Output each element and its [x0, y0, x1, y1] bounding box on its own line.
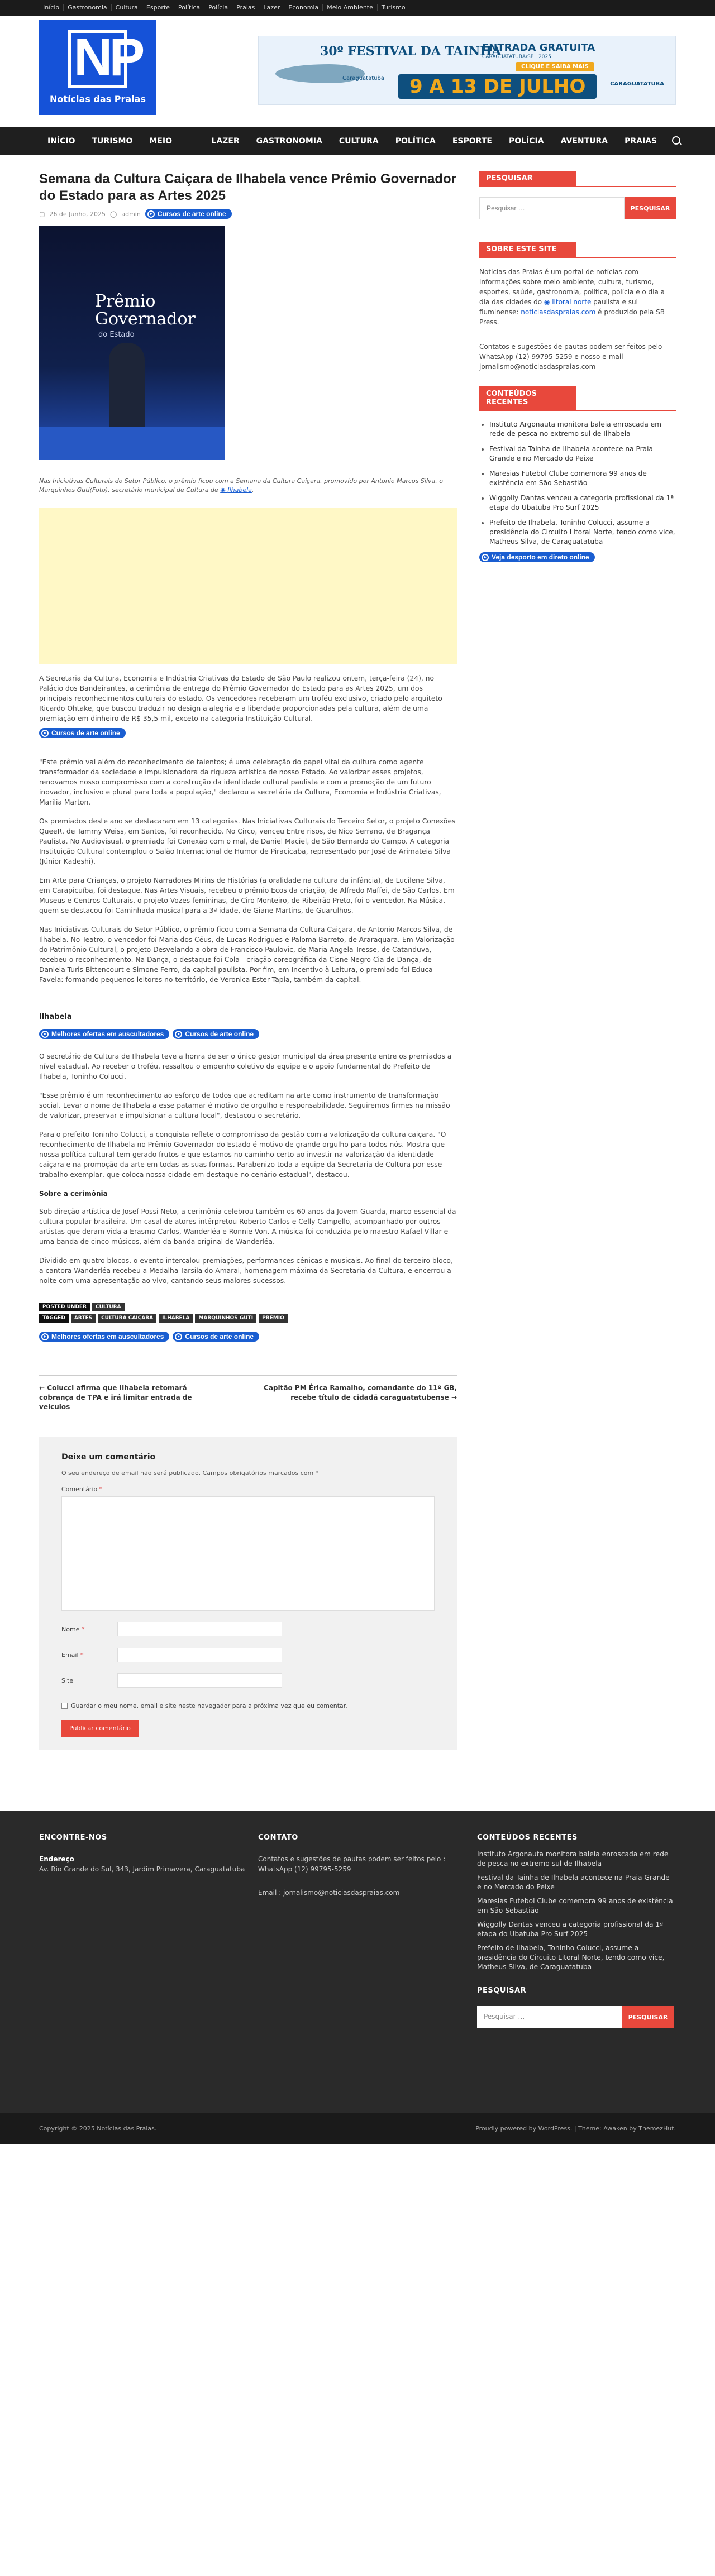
banner-sponsor: CARAGUATATUBA: [610, 81, 664, 87]
posted-under-label: POSTED UNDER: [39, 1303, 90, 1311]
comment-form-title: Deixe um comentário: [61, 1453, 156, 1462]
tag-link[interactable]: MARQUINHOS GUTI: [195, 1314, 256, 1323]
topbar-link[interactable]: Praias: [232, 4, 259, 11]
footer-search-button[interactable]: PESQUISAR: [622, 2006, 674, 2028]
submit-comment-button[interactable]: Publicar comentário: [61, 1720, 139, 1737]
footer-whatsapp: WhatsApp (12) 99795-5259: [258, 1865, 351, 1873]
topbar-link[interactable]: Economia: [284, 4, 323, 11]
comment-textarea[interactable]: [61, 1496, 435, 1611]
post-tags: [39, 1303, 457, 1323]
footer-search-input[interactable]: Pesquisar …: [477, 2006, 622, 2028]
footer-recent-heading: CONTEÚDOS RECENTES: [477, 1833, 578, 1842]
logo-name: Notícias das Praias: [50, 94, 146, 104]
ad-pill-headphones[interactable]: Melhores ofertas em auscultadores: [39, 1029, 169, 1039]
recent-post-link[interactable]: Festival da Tainha de Ilhabela acontece na Praia Grande e no Mercado do Peixe: [489, 444, 676, 463]
footer-recent-post-link[interactable]: Wiggolly Dantas venceu a categoria profissional da 1ª etapa do Ubatuba Pro Surf 2025: [477, 1921, 664, 1938]
logo-letters: NP: [74, 27, 142, 87]
footer-find-heading: ENCONTRE-NOS: [39, 1833, 107, 1842]
photo-stage: [39, 427, 225, 460]
paragraph: Os premiados deste ano se destacaram em 13 categorias. Nas Iniciativas Culturais do Terceiro Setor, o projeto Conexões QueeR, de Tammy Weiss, em Santos, foi reconhecido. No Circo, venceu Entre risos, de Nico Serrano, de Bragança Paulista. No Audiovisual, o premiado foi Conexão com o mal, de Daniel Maciel, de São Bernardo do Campo. A categoria Instituição Cultural contemplou o Salão Internacional de Humor de Piracicaba, representado por José de Arimateia Silva (Júnior Kadeshi).: [39, 817, 456, 865]
photo-subtext: do Estado: [98, 331, 135, 339]
sidebar: [479, 171, 676, 1750]
footer-recent-post-link[interactable]: Instituto Argonauta monitora baleia enroscada em rede de pesca no extremo sul de Ilhabela: [477, 1850, 669, 1868]
nav-item[interactable]: MEIO AMBIENTE: [149, 137, 195, 174]
topbar-link[interactable]: Meio Ambiente: [323, 4, 378, 11]
comment-label: Comentário *: [61, 1486, 103, 1493]
play-icon: [482, 554, 489, 561]
footer-email: Email : jornalismo@noticiasdaspraias.com: [258, 1889, 400, 1897]
next-post-link[interactable]: Capitão PM Érica Ramalho, comandante do 11º GB, recebe título de cidadã caraguatatubense →: [264, 1384, 457, 1401]
nav-item[interactable]: PRAIAS: [625, 137, 657, 146]
nav-item[interactable]: POLÍTICA: [395, 137, 436, 146]
article-photo: [39, 226, 225, 460]
banner-entry-sub: CARAGUATATUBA/SP | 2025: [482, 54, 551, 60]
section-heading: Ilhabela: [39, 1013, 72, 1021]
ad-slot[interactable]: [39, 508, 457, 664]
article-content: [39, 171, 457, 1750]
topbar-link[interactable]: Início: [39, 4, 64, 11]
tag-link[interactable]: ARTES: [71, 1314, 96, 1323]
sidebar-search-heading: PESQUISAR: [479, 171, 576, 186]
nav-item[interactable]: AVENTURA: [560, 137, 608, 146]
article-date[interactable]: 26 de Junho, 2025: [49, 210, 106, 218]
caption-link-ilhabela[interactable]: ◉ Ilhabela: [220, 486, 252, 494]
play-icon: [175, 1333, 182, 1340]
bottom-bar: [0, 2113, 715, 2144]
save-info-checkbox[interactable]: [61, 1703, 68, 1709]
ad-pill-headphones[interactable]: Melhores ofertas em auscultadores: [39, 1332, 169, 1342]
footer-recent-list: [477, 1850, 676, 1972]
paragraph: A Secretaria da Cultura, Economia e Indústria Criativas do Estado de São Paulo realizou ontem, terça-feira (24), no Palácio dos Bandeirantes, a cerimônia de entrega do Prêmio Governador do Estado para as Artes 2025, um dos principais reconhecimentos culturais do estado. Os vencedores receberam um troféu exclusivo, criado pelo arquiteto Ricardo Ohtake, que buscou traduzir no design a alegria e a liberdade proporcionadas pela cultura, além de uma premiação em dinheiro de R$ 35,5 mil, exceto na categoria Instituição Cultural.: [39, 674, 442, 722]
topbar-link[interactable]: Gastronomia: [64, 4, 112, 11]
article-title: Semana da Cultura Caiçara de Ilhabela vence Prêmio Governador do Estado para as Artes 2025: [39, 171, 456, 203]
play-icon: [41, 730, 49, 737]
nav-item[interactable]: POLÍCIA: [508, 137, 544, 146]
nav-item[interactable]: CULTURA: [339, 137, 379, 146]
nav-item[interactable]: GASTRONOMIA: [256, 137, 322, 146]
paragraph: "Esse prêmio é um reconhecimento ao esforço de todos que acreditam na arte como instrumento de transformação social. Levar o nome de Ilhabela a esse patamar é motivo de orgulho e responsabilidade. Seguiremos firmes na missão de valorizar, preservar e impulsionar a cultura local", destacou o secretário.: [39, 1091, 450, 1119]
name-label: Nome *: [61, 1625, 85, 1633]
footer-recent-post-link[interactable]: Prefeito de Ilhabela, Toninho Colucci, assume a presidência do Circuito Litoral Norte, tendo como vice, Matheus Silva, de Caraguatatuba: [477, 1944, 665, 1971]
article-author[interactable]: admin: [121, 210, 141, 218]
post-navigation: [39, 1375, 457, 1420]
nav-item[interactable]: LAZER: [211, 137, 240, 146]
ad-pill-sports[interactable]: Veja desporto em direto online: [479, 552, 595, 562]
footer-search-heading: PESQUISAR: [477, 1986, 527, 1995]
ad-pill-courses[interactable]: Cursos de arte online: [173, 1332, 259, 1342]
paragraph: Para o prefeito Toninho Colucci, a conquista reflete o compromisso da gestão com a valorização da cultura caiçara. "O reconhecimento de Ilhabela no Prêmio Governador do Estado é motivo de grande orgulho para todos nós. Mostra que nossa política cultural tem gerado frutos e que estamos no caminho certo ao investir na valorização da identidade caiçara e na promoção da arte em todas as suas formas. Parabenizo toda a equipe da Secretaria de Cultura por esse trabalho exemplar, que coloca nossa cidade em destaque no cenário estadual", destacou.: [39, 1131, 446, 1179]
nav-item[interactable]: ESPORTE: [452, 137, 492, 146]
footer-recent-post-link[interactable]: Maresias Futebol Clube comemora 99 anos de existência em São Sebastião: [477, 1897, 673, 1914]
paragraph: Nas Iniciativas Culturais do Setor Público, o prêmio ficou com a Semana da Cultura Caiçara, de Antonio Marcos Silva, de Ilhabela. No Teatro, o vencedor foi Maria dos Céus, de Lucas Rodrigues e Paloma Barreto, de Araraquara. Em Valorização do Patrimônio Cultural, o projeto Desvelando a obra de Francisco Paulovic, de Maria Angela Tresse, de Catanduva, recebeu o reconhecimento. Na Dança, o destaque foi Cola - criação coreográfica da Cisne Negro Cia de Dança, de Daniela Turis Bittencourt e Simone Ferro, da capital paulista. Por fim, em Incentivo à Leitura, o premiado foi Educa Favela: formando pequenos leitores no território, de Veronica Ester Tapia, também da capital.: [39, 926, 455, 984]
footer-contact-text: Contatos e sugestões de pautas podem ser feitos pelo :: [258, 1855, 446, 1863]
comment-form: [39, 1437, 457, 1750]
email-input[interactable]: [117, 1648, 282, 1662]
paragraph: Sob direção artística de Josef Possi Neto, a cerimônia celebrou também os 60 anos da Jovem Guarda, marco essencial da cultura popular brasileira. Um casal de atores intérpretou Roberto Carlos e Celly Campello, acompanhado por outros artistas que deram vida a Erasmo Carlos, Wanderléa e Ronnie Von. A música foi conduzida pelo maestro Rafael Villar e uma banda de cinco músicos, além da banda original de Wanderléa.: [39, 1208, 456, 1246]
comment-note: O seu endereço de email não será publicado. Campos obrigatórios marcados com *: [61, 1469, 319, 1477]
site-footer: [0, 1811, 715, 2113]
about-link-site[interactable]: noticiasdaspraias.com: [521, 308, 596, 316]
topbar-link[interactable]: Política: [174, 4, 204, 11]
paragraph: Dividido em quatro blocos, o evento intercalou premiações, performances cênicas e musicais. Ao final do terceiro bloco, a cantora Wanderléa recebeu a Medalha Tarsila do Amaral, homenagem máxima da Secretaria da Cultura, e encerrou a noite com uma apresentação ao vivo, cantando seus maiores sucessos.: [39, 1257, 453, 1285]
calendar-icon: ▢: [39, 210, 45, 218]
recent-post-link[interactable]: Prefeito de Ilhabela, Toninho Colucci, assume a presidência do Circuito Litoral Norte, tendo como vice, Matheus Silva, de Caraguatatuba: [489, 519, 675, 545]
user-icon: ◯: [110, 210, 117, 218]
topbar-link[interactable]: Lazer: [259, 4, 284, 11]
topbar-link[interactable]: Cultura: [112, 4, 142, 11]
topbar-link[interactable]: Esporte: [142, 4, 174, 11]
recent-posts-list: [479, 420, 676, 547]
sidebar-recent-heading: CONTEÚDOS RECENTES: [479, 386, 576, 410]
tag-link[interactable]: PRÊMIO: [259, 1314, 288, 1323]
main-nav: [0, 127, 715, 174]
footer-address: Av. Rio Grande do Sul, 343, Jardim Primavera, Caraguatatuba: [39, 1865, 245, 1873]
email-label: Email *: [61, 1651, 84, 1659]
recent-post-link[interactable]: Instituto Argonauta monitora baleia enroscada em rede de pesca no extremo sul de Ilhabela: [489, 420, 676, 439]
tag-link[interactable]: ILHABELA: [159, 1314, 193, 1323]
recent-post-link[interactable]: Wiggolly Dantas venceu a categoria profissional da 1ª etapa do Ubatuba Pro Surf 2025: [489, 494, 676, 513]
paragraph: "Este prêmio vai além do reconhecimento de talentos; é uma celebração do papel vital da cultura como agente transformador da sociedade e impulsionadora da riqueza artística de nosso Estado. Ao valorizar esses projetos, renovamos nosso compromisso com a construção da identidade cultural paulista e com a promoção de um futuro inovador, inclusivo e plural para toda a população," declarou a secretária da Cultura, Economia e Indústria Criativas, Marilia Marton.: [39, 758, 441, 806]
paragraph: O secretário de Cultura de Ilhabela teve a honra de ser o único gestor municipal da área presente entre os premiados a nível estadual. Ao receber o troféu, ressaltou o empenho coletivo da equipe e o apoio fundamental do Prefeito de Ilhabela, Toninho Colucci.: [39, 1052, 452, 1080]
banner-cta-button[interactable]: CLIQUE E SAIBA MAIS: [516, 62, 594, 71]
about-link-litoral[interactable]: ◉ litoral norte: [544, 298, 592, 306]
tagged-label: TAGGED: [39, 1314, 69, 1323]
play-icon: [41, 1333, 49, 1340]
powered-by: Proudly powered by WordPress. | Theme: Awaken by ThemezHut.: [475, 2124, 676, 2132]
previous-post-link[interactable]: ← Colucci afirma que Ilhabela retomará cobrança de TPA e irá limitar entrada de veículos: [39, 1384, 192, 1411]
site-input[interactable]: [117, 1673, 282, 1688]
photo-caption: Nas Iniciativas Culturais do Setor Público, o prêmio ficou com a Semana da Cultura Caiçara, promovido por Antonio Marcos Silva, o Marquinhos Guti(Foto), secretário municipal de Cultura de ◉ Ilhabela.: [39, 477, 443, 494]
play-icon: [147, 210, 155, 218]
top-bar: [0, 0, 715, 16]
footer-address-label: Endereço: [39, 1855, 74, 1863]
banner-entry: ENTRADA GRATUITA: [482, 42, 595, 54]
festival-banner-ad[interactable]: [258, 36, 676, 105]
banner-festival-title: 30º FESTIVAL DA TAINHA: [320, 44, 502, 59]
topbar-link[interactable]: Turismo: [381, 4, 406, 11]
paragraph: Em Arte para Crianças, o projeto Narradores Mirins de Histórias (a oralidade na cultura da infância), de Lucilene Silva, em Carapicuíba, foi destaque. Nas Artes Visuais, recebeu o prêmio Ecos da criação, de Alfredo Maffei, de São Carlos. Em Museus e Centros Culturais, o projeto Vozes femininas, de Ciro Monteiro, de Ribeirão Preto, foi o vencedor. Na Música, quem se destacou foi Caminhada musical para a 3ª idade, de Giane Martins, de Guarulhos.: [39, 877, 455, 914]
copyright: Copyright © 2025 Notícias das Praias.: [39, 2124, 157, 2132]
footer-recent-post-link[interactable]: Festival da Tainha de Ilhabela acontece na Praia Grande e no Mercado do Peixe: [477, 1874, 670, 1891]
photo-person: [109, 343, 145, 438]
banner-place: Caraguatatuba: [342, 75, 384, 82]
sidebar-search-input[interactable]: Pesquisar …: [479, 197, 625, 219]
about-text: Notícias das Praias é um portal de notícias com informações sobre meio ambiente, cultura, turismo, esportes, saúde, gastronomia, política, polícia e o dia a dia das cidades do ◉ litoral norte paulista e sul fluminense: noticiasdaspraias.com é produzido pela SB Press.: [479, 268, 665, 326]
search-icon[interactable]: [665, 127, 676, 155]
banner-dates: 9 A 13 DE JULHO: [398, 74, 597, 99]
article-meta: [39, 209, 457, 219]
sidebar-about-heading: SOBRE ESTE SITE: [479, 242, 576, 257]
photo-text: Prêmio Governador: [95, 291, 196, 329]
nav-item[interactable]: INÍCIO: [47, 137, 75, 146]
play-icon: [175, 1031, 182, 1038]
contact-text: Contatos e sugestões de pautas podem ser feitos pelo WhatsApp (12) 99795-5259 e nosso e-mail jornalismo@noticiasdaspraias.com: [479, 343, 662, 371]
category-tag[interactable]: CULTURA: [92, 1303, 125, 1311]
name-input[interactable]: [117, 1622, 282, 1636]
site-logo[interactable]: [39, 20, 156, 115]
ad-pill-courses[interactable]: Cursos de arte online: [173, 1029, 259, 1039]
section-heading: Sobre a cerimônia: [39, 1190, 108, 1198]
topbar-link[interactable]: Polícia: [204, 4, 232, 11]
site-header: [0, 16, 715, 127]
ad-pill-courses[interactable]: Cursos de arte online: [39, 728, 126, 738]
site-label: Site: [61, 1677, 74, 1684]
play-icon: [41, 1031, 49, 1038]
tag-link[interactable]: CULTURA CAIÇARA: [98, 1314, 156, 1323]
footer-contact-heading: CONTATO: [258, 1833, 298, 1842]
ad-pill-courses[interactable]: Cursos de arte online: [145, 209, 232, 219]
save-info-label: Guardar o meu nome, email e site neste navegador para a próxima vez que eu comentar.: [71, 1702, 347, 1710]
nav-item[interactable]: TURISMO: [92, 137, 133, 146]
sidebar-search-button[interactable]: PESQUISAR: [625, 197, 676, 219]
recent-post-link[interactable]: Maresias Futebol Clube comemora 99 anos de existência em São Sebastião: [489, 469, 676, 488]
